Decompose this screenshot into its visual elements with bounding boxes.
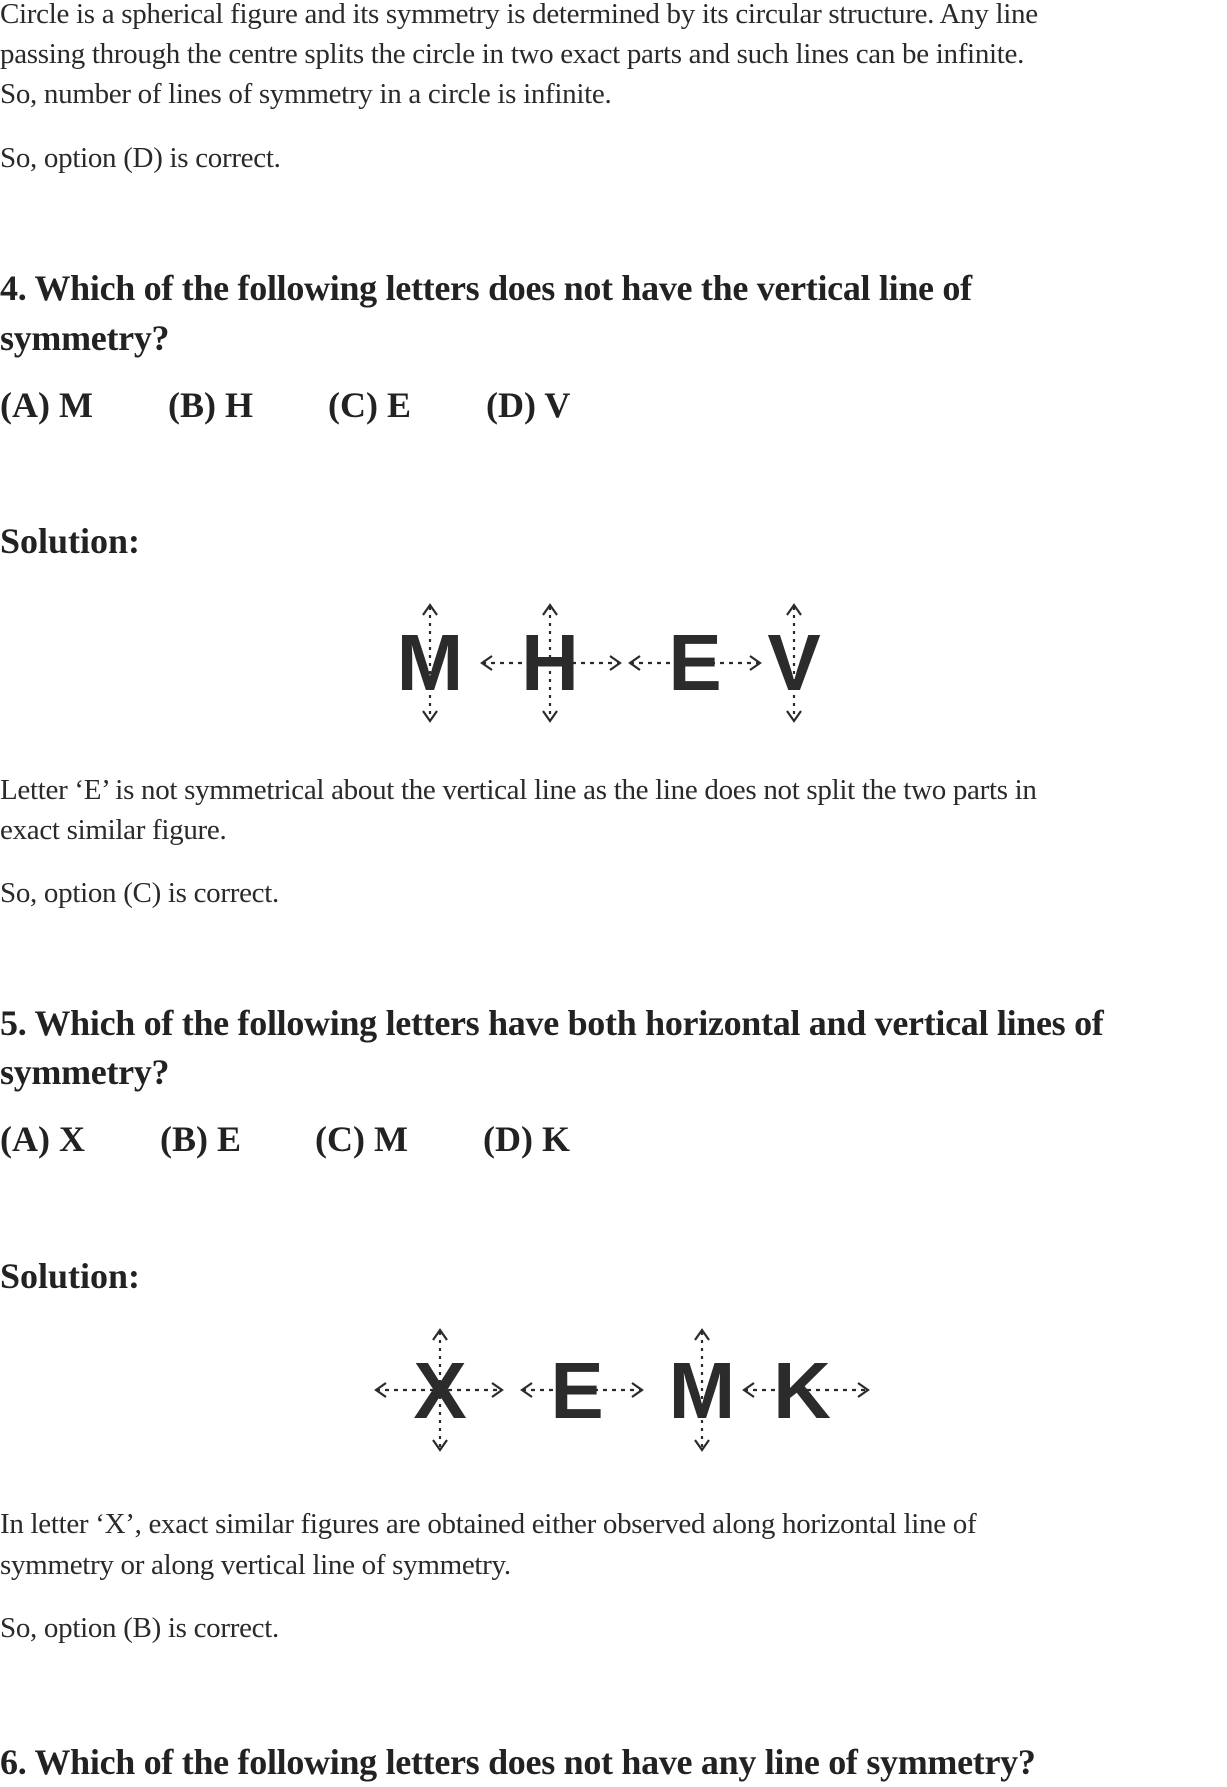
q5-option-d: (D) K	[483, 1119, 570, 1159]
q4-option-b: (B) H	[168, 385, 253, 425]
q4-option-c: (C) E	[328, 385, 411, 425]
figure-letter-v: V	[767, 618, 821, 707]
intro-line-3: So, number of lines of symmetry in a circle is infinite.	[0, 78, 612, 110]
figure-letter-m: M	[396, 618, 464, 707]
q4-explanation-line-1: Letter ‘E’ is not symmetrical about the vertical line as the line does not split the two parts in	[0, 774, 1037, 806]
q5-solution-label: Solution:	[0, 1256, 141, 1296]
q4-symmetry-figure	[390, 595, 840, 730]
intro-line-1: Circle is a spherical figure and its symmetry is determined by its circular structure. Any line	[0, 0, 1038, 30]
q4-explanation-line-2: exact similar figure.	[0, 814, 227, 846]
q6-question-line-1: 6. Which of the following letters does not have any line of symmetry?	[0, 1742, 1036, 1782]
q4-question-line-1: 4. Which of the following letters does not have the vertical line of	[0, 268, 972, 308]
q5-options	[0, 1118, 1227, 1160]
intro-line-2: passing through the centre splits the circle in two exact parts and such lines can be infinite.	[0, 38, 1025, 70]
q4-options	[0, 384, 1227, 426]
intro-conclusion: So, option (D) is correct.	[0, 142, 281, 174]
q5-explanation-line-1: In letter ‘X’, exact similar figures are obtained either observed along horizontal line of	[0, 1508, 977, 1540]
q5-option-a: (A) X	[0, 1119, 85, 1159]
q5-explanation-line-2: symmetry or along vertical line of symmetry.	[0, 1549, 511, 1581]
figure-letter-k: K	[773, 1346, 831, 1435]
q5-conclusion: So, option (B) is correct.	[0, 1612, 279, 1644]
symmetry-diagram-mhev	[390, 595, 840, 730]
figure-letter-m: M	[668, 1346, 736, 1435]
q4-option-a: (A) M	[0, 385, 93, 425]
q5-question-line-1: 5. Which of the following letters have both horizontal and vertical lines of	[0, 1003, 1104, 1043]
figure-letter-h: H	[521, 618, 579, 707]
symmetry-diagram-xemk	[372, 1320, 872, 1460]
q4-option-d: (D) V	[486, 385, 571, 425]
q4-question-line-2: symmetry?	[0, 318, 170, 358]
figure-letter-x: X	[413, 1346, 467, 1435]
q5-question-line-2: symmetry?	[0, 1052, 170, 1092]
q4-conclusion: So, option (C) is correct.	[0, 877, 279, 909]
q5-symmetry-figure	[372, 1320, 872, 1460]
figure-letter-e: E	[550, 1346, 604, 1435]
q5-option-b: (B) E	[160, 1119, 241, 1159]
figure-letter-e: E	[668, 618, 722, 707]
q4-solution-label: Solution:	[0, 521, 141, 561]
q5-option-c: (C) M	[315, 1119, 408, 1159]
